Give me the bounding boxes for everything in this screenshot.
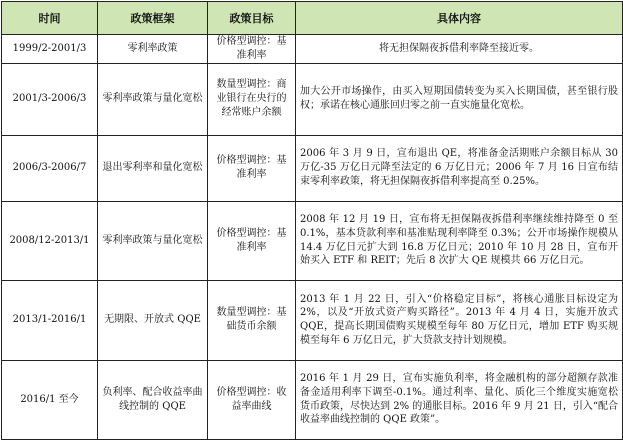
cell-content: 2013 年 1 月 22 日，引入“价格稳定目标”，将核心通胀目标设定为 2%，以及“开放式资产购买路径”。2013 年 4 月 4 日，实施开放式 QQE，提高长期国债购买规模至每年 80 万亿日元，增加 ETF 购买规模至每年 6 万亿日元，扩大贷款支持计划规模。 (296, 280, 623, 360)
header-content: 具体内容 (296, 2, 623, 35)
cell-target: 价格型调控：基准利率 (208, 201, 296, 280)
cell-framework: 零利率政策与量化宽松 (98, 63, 208, 135)
cell-content: 将无担保隔夜拆借利率降至接近零。 (296, 35, 623, 64)
table-body (2, 35, 623, 440)
cell-content: 2006 年 3 月 9 日，宣布退出 QE，将准备金活期账户余额目标从 30 万亿-35 万亿日元降至法定的 6 万亿日元；2006 年 7 月 16 日宣布结束零利率政策，将无担保隔夜拆借利率提高至 0.25%。 (296, 135, 623, 201)
cell-content: 加大公开市场操作，由买入短期国债转变为买入长期国债，甚至银行股权；承诺在核心通胀回归零之前一直实施量化宽松。 (296, 63, 623, 135)
table-row (2, 35, 623, 64)
cell-time: 2006/3-2006/7 (2, 135, 98, 201)
table-row (2, 280, 623, 360)
table-header (2, 2, 623, 35)
cell-time: 2016/1 至今 (2, 360, 98, 439)
cell-time: 2008/12-2013/1 (2, 201, 98, 280)
cell-time: 2001/3-2006/3 (2, 63, 98, 135)
table-row (2, 360, 623, 439)
header-framework: 政策框架 (98, 2, 208, 35)
cell-framework: 无期限、开放式 QQE (98, 280, 208, 360)
boj-policy-table (1, 1, 623, 440)
cell-time: 2013/1-2016/1 (2, 280, 98, 360)
cell-framework: 零利率政策 (98, 35, 208, 64)
header-row (2, 2, 623, 35)
cell-content: 2016 年 1 月 29 日，宣布实施负利率，将金融机构的部分超额存款准备金适用利率下调至-0.1%。通过利率、量化、质化三个维度实施宽松货币政策，尽快达到 2% 的通胀目标。2016 年 9 月 21 日，引入“配合收益率曲线控制的 QQE 政策”。 (296, 360, 623, 439)
cell-framework: 零利率政策与量化宽松 (98, 201, 208, 280)
cell-target: 价格型调控：基准利率 (208, 135, 296, 201)
table-row (2, 63, 623, 135)
cell-framework: 退出零利率和量化宽松 (98, 135, 208, 201)
cell-target: 数量型调控：商业银行在央行的经常账户余额 (208, 63, 296, 135)
cell-framework: 负利率、配合收益率曲线控制的 QQE (98, 360, 208, 439)
header-time: 时间 (2, 2, 98, 35)
cell-target: 价格型调控：收益率曲线 (208, 360, 296, 439)
table-row (2, 201, 623, 280)
cell-target: 数量型调控：基础货币余额 (208, 280, 296, 360)
cell-target: 价格型调控：基准利率 (208, 35, 296, 64)
cell-time: 1999/2-2001/3 (2, 35, 98, 64)
header-target: 政策目标 (208, 2, 296, 35)
table-row (2, 135, 623, 201)
cell-content: 2008 年 12 月 19 日，宣布将无担保隔夜拆借利率继续维持降至 0 至 0.1%，基本贷款利率和基准贴现利率降至 0.3%；公开市场操作规模从 14.4 万亿日元扩大到 16.8 万亿日元；2010 年 10 月 28 日，宣布开始买入 ETF 和 REIT；先后 8 次扩大 QE 规模共 66 万亿日元。 (296, 201, 623, 280)
